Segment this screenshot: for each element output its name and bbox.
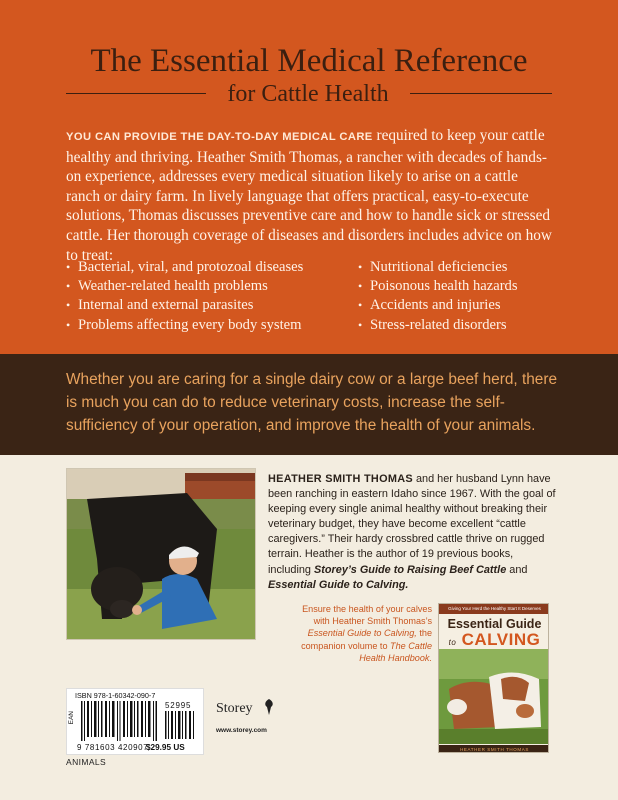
- list-item: • Poisonous health hazards: [358, 277, 558, 296]
- storey-tree-icon: [262, 698, 276, 716]
- companion-book-cover: [438, 603, 549, 753]
- subtitle-rule-left: [66, 93, 206, 94]
- price-code: 52995: [165, 701, 192, 710]
- promo-book-title: Essential Guide to Calving,: [307, 628, 417, 639]
- list-item: • Bacterial, viral, and protozoal diseases: [66, 258, 346, 277]
- list-item: • Accidents and injuries: [358, 296, 558, 315]
- isbn-text: ISBN 978-1-60342-090-7: [75, 691, 156, 700]
- author-with-cow-image: [67, 469, 256, 640]
- main-title: The Essential Medical Reference: [90, 43, 528, 79]
- subtitle-row: [0, 80, 618, 108]
- list-item: • Weather-related health problems: [66, 277, 346, 296]
- price-label: $29.95 US: [146, 743, 185, 752]
- companion-promo: [286, 603, 432, 664]
- promo-text: Ensure the health of your calves with Heather Smith Thomas’s: [302, 604, 432, 627]
- barcode-number: 9 781603 420907: [77, 743, 149, 752]
- ean-label: EAN: [68, 711, 75, 725]
- intro-lead: YOU CAN PROVIDE THE DAY-TO-DAY MEDICAL CARE: [66, 131, 373, 143]
- publisher-url: www.storey.com: [216, 727, 267, 734]
- subtitle-rule-right: [410, 93, 552, 94]
- calves-image: [439, 649, 549, 744]
- bio-book-title: Storey’s Guide to Raising Beef Cattle: [314, 563, 507, 576]
- intro-body: required to keep your cattle healthy and thriving. Heather Smith Thomas, a rancher with decades of hands-on experience, addresses every medical situation likely to arise on a cattle ranch or dairy farm. In lively language that offers practical, easy-to-execute solutions, Thomas discusses preventive care and how to handle sick or stressed cattle. Her thorough coverage of diseases and disorders includes advice on how to treat:: [66, 127, 552, 264]
- author-name: HEATHER SMITH THOMAS: [268, 473, 413, 485]
- author-photo: [66, 468, 256, 640]
- promo-book-title: The Cattle Health Handbook.: [359, 640, 432, 663]
- bio-text: and her husband Lynn have been ranching in eastern Idaho since 1967. With the goal of keeping every single animal healthy without breaking their veterinary budget, they have become excellent “cattle caregivers.” Their hardy crossbred cattle thrive on rugged terrain. Heather is the author of 19 previous books, including: [268, 473, 556, 576]
- subtitle: for Cattle Health: [227, 81, 389, 107]
- mini-cover-tagline: Giving Your Herd the Healthy Start It Deserves: [439, 604, 549, 614]
- bullet-list-left: [66, 258, 346, 335]
- author-bio: [268, 472, 558, 593]
- bio-book-title: Essential Guide to Calving.: [268, 578, 409, 591]
- list-item: • Internal and external parasites: [66, 296, 346, 315]
- isbn-barcode: [81, 701, 161, 741]
- bio-text: and: [506, 563, 528, 576]
- mini-cover-author: HEATHER SMITH THOMAS: [439, 745, 549, 753]
- category-label: ANIMALS: [66, 757, 107, 767]
- intro-paragraph: [66, 126, 552, 265]
- publisher-logo: Storey: [216, 701, 253, 716]
- bullet-list-right: [358, 258, 558, 335]
- mini-cover-word: CALVING: [461, 630, 541, 649]
- pull-quote: Whether you are caring for a single dairy cow or a large beef herd, there is much you can do to reduce veterinary costs, increase the self-sufficiency of your operation, and improve the health of your animals.: [66, 371, 558, 434]
- list-item: • Problems affecting every body system: [66, 316, 346, 335]
- mini-cover-prefix: to: [448, 638, 457, 647]
- list-item: • Stress-related disorders: [358, 316, 558, 335]
- mini-cover-title: Essential Guide: [447, 617, 542, 631]
- promo-text: the companion volume to: [301, 628, 432, 651]
- price-barcode: [165, 711, 197, 739]
- list-item: • Nutritional deficiencies: [358, 258, 558, 277]
